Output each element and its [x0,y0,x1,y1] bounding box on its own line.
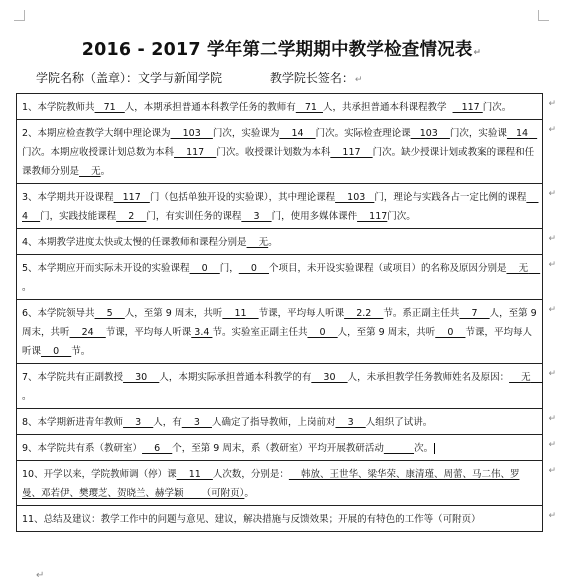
paragraph-mark-icon: ↵ [473,48,482,58]
filled-value: 无 [506,263,541,274]
table-row [17,409,543,435]
filled-value: 11 [222,308,259,319]
item-text: 门次。实际检查理论课 [315,128,411,139]
item-number: 1 [22,102,29,113]
paragraph-mark-icon: ↵ [548,260,556,270]
filled-value: 0 [435,327,466,338]
table-row [17,435,543,461]
item-number: 10 [22,469,35,480]
filled-value: 71 [94,102,125,113]
filled-value: 0 [307,327,338,338]
item-text: 人，至第 9 周末，共听 [337,327,436,338]
item-text: 、本学期新进青年教师 [28,417,124,428]
item-text: 个项目，未开设实验课程（或项目）的名称及原因分别是 [268,263,507,274]
item-text: 。 [244,488,254,499]
college-info-line [36,69,362,86]
item-text: 、开学以来，学院教师调（停）课 [34,469,177,480]
paragraph-mark-icon: ↵ [548,369,556,379]
filled-value: 30 [123,372,160,383]
item-text: 、本学院共有正副教授 [28,372,124,383]
filled-value: 3.4 [191,327,213,338]
item-number: 8 [22,417,29,428]
item-text: 人，本期承担普通本科教学任务的教师有 [124,102,296,113]
item-text: 门，有实训任务的课程 [146,211,242,222]
filled-value: 117 [113,192,150,203]
table-cell [17,255,556,300]
table-row [17,255,543,300]
paragraph-mark-icon: ↵ [36,570,45,581]
item-text: 人，至第 9 周末，共听 [124,308,223,319]
item-text: 、本学期共开设课程 [28,192,114,203]
filled-value: 3 [335,417,366,428]
filled-value: 71 [295,102,323,113]
filled-value: 6 [142,443,173,454]
table-cell [17,409,556,435]
table-cell [17,120,556,184]
filled-value: 2.2 [344,308,384,319]
filled-value: 4 [22,192,539,222]
item-text: 。 [22,282,32,293]
margin-corner-mark-right [538,10,549,21]
filled-value: 3 [241,211,272,222]
table-row [17,364,543,409]
item-text: 门次。 [387,211,416,222]
item-text: 。 [268,237,278,248]
paragraph-mark-icon: ↵ [548,305,556,315]
item-text: 门， [219,263,239,274]
table-cell [17,300,556,364]
table-cell [17,184,556,229]
table-row [17,120,543,184]
item-text: 、本学院教师共 [28,102,95,113]
table-cell [17,94,556,120]
item-text: 人，未承担教学任务教师姓名及原因： [347,372,510,383]
item-text: 。 [22,391,32,402]
item-text: 门，使用多媒体课件 [271,211,358,222]
item-number: 5 [22,263,29,274]
filled-value: 无 [79,166,101,177]
paragraph-mark-icon: ↵ [548,234,556,244]
item-text: 、本学院领导共 [28,308,95,319]
item-text: 门次。 [482,102,512,113]
filled-value: 103 [335,192,375,203]
table-cell [17,506,556,532]
item-text: 节。系正副主任共 [383,308,460,319]
item-text: 节。实验室正副主任共 [212,327,308,338]
item-text: 节。 [71,346,91,357]
item-text: 人次数，分别是： [212,469,289,480]
filled-value: 3 [123,417,154,428]
inspection-table [16,93,556,532]
item-text: 门次。收授课计划数为本科 [216,147,331,158]
filled-value: 11 [176,469,213,480]
item-text: 门，理论与实践各占一定比例的课程 [374,192,527,203]
item-number: 4 [22,237,29,248]
item-text: 。 [100,166,111,177]
item-text: 、本期应检查教学大纲中理论课为 [28,128,171,139]
filled-value: 0 [41,346,72,357]
item-text: 节课，平均每人听课 [105,327,192,338]
filled-value: 14 [506,128,538,139]
item-text: 人，本期实际承担普通本科教学的有 [159,372,312,383]
item-number: 6 [22,308,29,319]
item-text: 次。 [414,443,434,454]
item-text: 人组织了试讲。 [365,417,433,428]
item-text: 、总结及建议：教学工作中的问题与意见、建议，解决措施与反馈效果；开展的有特色的工作等（可附页） [34,514,481,525]
table-row [17,184,543,229]
item-number: 11 [22,514,35,525]
text-cursor [434,443,435,454]
table-cell [17,364,556,409]
table-cell [17,229,556,255]
filled-value: 117 [330,147,373,158]
paragraph-mark-icon: ↵ [548,511,556,521]
item-text: 人，共承担普通本科课程教学 [322,102,453,113]
filled-value: 14 [279,128,316,139]
filled-value: 3 [181,417,212,428]
item-text: 人，有 [153,417,182,428]
item-number: 9 [22,443,29,454]
paragraph-mark-icon: ↵ [354,75,363,85]
item-text: 门次。缺少授课计划或教案的课程和任课教师分别是 [22,147,535,177]
item-text: 人，至第 9 周末，共听 [22,308,540,338]
item-text: 门次，实验课 [449,128,507,139]
item-text: 门次。本期应收授课计划总数为本科 [22,147,175,158]
item-text: 人确定了指导教师，上岗前对 [211,417,336,428]
paragraph-mark-icon: ↵ [548,125,556,135]
filled-value: 24 [69,327,106,338]
filled-value: 无 [246,237,269,248]
item-text: 节课，平均每人听课 [22,327,532,357]
table-row [17,300,543,364]
filled-value: 30 [311,372,348,383]
item-text: 节课，平均每人听课 [258,308,345,319]
filled-value [384,443,414,454]
dean-signature-label: 教学院长签名： [269,71,354,85]
table-row [17,229,543,255]
paragraph-mark-icon: ↵ [548,440,556,450]
item-text: 、本学期应开而实际未开设的实验课程 [28,263,190,274]
filled-value: 103 [170,128,213,139]
item-text: 、本期教学进度太快或太慢的任课教师和课程分别是 [28,237,247,248]
item-text: 门（包括单独开设的实验课），其中理论课程 [149,192,336,203]
inspection-table-body [17,94,556,532]
margin-corner-mark-left [14,10,25,21]
filled-value: 7 [459,308,490,319]
table-row [17,94,543,120]
paragraph-mark-icon: ↵ [548,99,556,109]
filled-value: 117 [174,147,217,158]
filled-value: 117 [452,102,483,113]
item-number: 3 [22,192,29,203]
item-text: 门次，实验课为 [212,128,280,139]
paragraph-mark-icon: ↵ [548,466,556,476]
college-label: 学院名称（盖章）：文学与新闻学院 [36,71,223,85]
document-title [0,36,563,61]
table-cell [17,435,556,461]
paragraph-mark-icon: ↵ [548,189,556,199]
filled-value: 103 [410,128,450,139]
item-number: 2 [22,128,29,139]
table-row [17,506,543,532]
filled-value: 117 [357,211,388,222]
title-text: 2016 - 2017 学年第二学期期中教学检查情况表 [81,40,473,60]
filled-value: 0 [238,263,269,274]
item-text: 、本学院共有系（教研室） [28,443,143,454]
filled-value: 2 [116,211,147,222]
table-cell [17,461,556,506]
filled-value: 韩放、王世华、梁华荣、康清瑾、周蕾、马二伟、罗曼、邓若伊、樊璎芝、贺晓兰、赫学颖 （可附页） [22,469,520,499]
item-number: 7 [22,372,29,383]
filled-value: 无 [509,372,543,383]
paragraph-mark-icon: ↵ [548,414,556,424]
item-text: 个，至第 9 周末，系（教研室）平均开展教研活动 [172,443,384,454]
table-row [17,461,543,506]
filled-value: 0 [189,263,220,274]
item-text: 门，实践技能课程 [40,211,117,222]
filled-value: 5 [94,308,125,319]
